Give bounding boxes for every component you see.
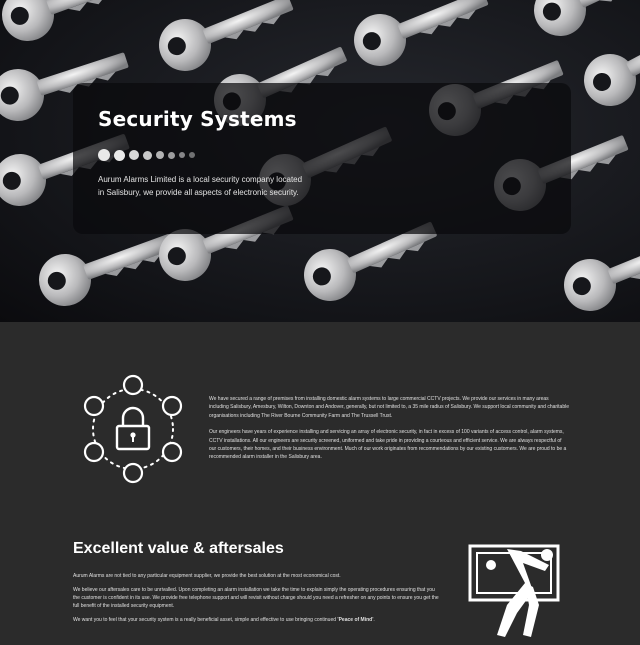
slide-dot-6[interactable] (168, 152, 175, 159)
slide-dot-2[interactable] (114, 150, 125, 161)
slide-dot-3[interactable] (129, 150, 139, 160)
intruder-window-icon (467, 543, 563, 645)
hero-section (0, 0, 640, 322)
slide-dot-5[interactable] (156, 151, 164, 159)
slider-dots (98, 149, 199, 161)
slide-dot-7[interactable] (179, 152, 185, 158)
lock-network-icon (81, 374, 185, 489)
value-paragraph-3-text: We want you to feel that your security system is a really beneficial asset, simple and effective to use bringing continued (73, 617, 338, 623)
value-text (73, 572, 443, 630)
value-paragraph-3 (73, 616, 443, 624)
hero-panel (73, 83, 571, 234)
slide-dot-8[interactable] (189, 152, 195, 158)
value-title: Excellent value & aftersales (73, 540, 284, 557)
hero-description: Aurum Alarms Limited is a local security company located in Salisbury, we provide all aspects of electronic security. (98, 175, 303, 197)
intro-text (209, 395, 569, 470)
peace-of-mind-emphasis: 'Peace of Mind' (337, 617, 374, 623)
value-paragraph-2: We believe our aftersales care to be unrivalled. Upon completing an alarm installation we take the time to explain simply the operating procedures ensuring that you the customer is confident in its use. We provide free telephone support and will revisit without charge should you need a refresher on any points to ensure you get the full benefit of the installed security equipment. (73, 587, 439, 609)
hero-title: Security Systems (98, 107, 297, 131)
slide-dot-1[interactable] (98, 149, 110, 161)
intro-paragraph-1: We have secured a range of premises from installing domestic alarm systems to large commercial CCTV projects. We provide our services in many areas including Salisbury, Amesbury, Wilton, Downton and Andover, generally, but not limited to, a 35 mile radius of Salisbury. We support local community and charitable organisations including The River Bourne Community Farm and The Trussell Trust. (209, 396, 569, 419)
value-paragraph-3-end: . (373, 617, 375, 623)
intro-paragraph-2: Our engineers have years of experience installing and servicing an array of electronic security, in fact in excess of 100 variants of access control, alarm systems, CCTV installations. All our engineers are security screened, uniformed and take pride in providing a courteous and efficient service. We are always respectful of our customers, their homes, and their business environment. Much of our work originates from recommendations by our existing customers. We are proud to be a recommended alarm installer in the Salisbury area. (209, 429, 567, 461)
slide-dot-4[interactable] (143, 151, 152, 160)
value-paragraph-1: Aurum Alarms are not tied to any particular equipment supplier, we provide the best solution at the most economical cost. (73, 573, 341, 579)
